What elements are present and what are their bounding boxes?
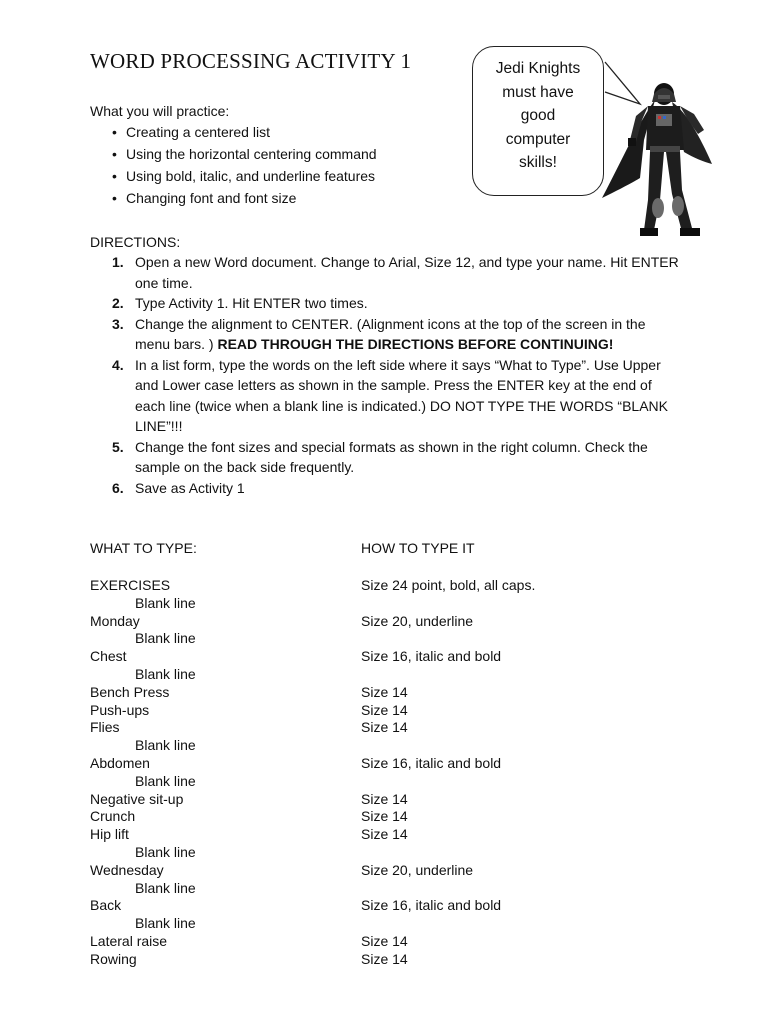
table-row xyxy=(90,702,690,720)
page-title: WORD PROCESSING ACTIVITY 1 xyxy=(90,49,412,73)
step-text: Type Activity 1. Hit ENTER two times. xyxy=(135,295,368,311)
speech-bubble xyxy=(472,46,604,196)
table-row xyxy=(90,595,690,613)
direction-step xyxy=(112,252,682,293)
how-to-type-cell: Size 14 xyxy=(361,701,408,718)
step-text: Change the font sizes and special formats as shown in the right column. Check the sample on the back side frequently. xyxy=(135,438,648,475)
speech-bubble-line: must have xyxy=(502,83,574,101)
how-to-type-cell: Size 14 xyxy=(361,719,408,736)
table-row xyxy=(90,577,690,595)
practice-heading: What you will practice: xyxy=(90,103,230,119)
blank-line-label: Blank line xyxy=(135,915,196,932)
table-row xyxy=(90,755,690,773)
step-number: 6. xyxy=(112,479,124,496)
what-to-type-cell: Rowing xyxy=(90,950,137,967)
table-row xyxy=(90,630,690,648)
practice-item: • Using bold, italic, and underline features xyxy=(112,166,377,188)
blank-line-label: Blank line xyxy=(135,737,196,754)
speech-bubble-line: computer xyxy=(505,130,571,148)
how-to-type-cell: Size 14 xyxy=(361,808,408,825)
what-to-type-cell: Chest xyxy=(90,648,127,665)
table-row xyxy=(90,808,690,826)
darth-vader-figure-icon xyxy=(600,80,720,245)
what-to-type-cell: Monday xyxy=(90,612,140,629)
what-to-type-header: WHAT TO TYPE: xyxy=(90,540,197,556)
speech-bubble-line: skills! xyxy=(519,154,557,171)
practice-item: • Changing font and font size xyxy=(112,188,377,210)
step-text: Change the alignment to CENTER. (Alignment icons at the top of the screen in the menu bars. ) xyxy=(135,315,646,352)
step-text: In a list form, type the words on the left side where it says “What to Type”. Use Upper and Lower case letters as shown in the sample. Press the ENTER key at the end of each line (twice when a blank line is indicated.) DO NOT TYPE THE WORDS “BLANK LINE”!!! xyxy=(135,356,668,434)
blank-line-label: Blank line xyxy=(135,844,196,860)
practice-item: • Using the horizontal centering command xyxy=(112,144,377,166)
step-number: 2. xyxy=(112,295,124,311)
step-number: 1. xyxy=(112,254,124,270)
how-to-type-cell: Size 14 xyxy=(361,933,408,949)
table-row xyxy=(90,737,690,755)
directions-heading: DIRECTIONS: xyxy=(90,234,181,250)
step-text: Open a new Word document. Change to Arial, Size 12, and type your name. Hit ENTER one time. xyxy=(135,254,679,291)
how-to-type-cell: Size 14 xyxy=(361,826,408,843)
table-row xyxy=(90,862,690,880)
direction-step xyxy=(112,478,682,499)
what-to-type-cell: Back xyxy=(90,897,122,914)
how-to-type-cell: Size 16, italic and bold xyxy=(361,755,502,771)
directions-list xyxy=(112,252,682,498)
blank-line-label: Blank line xyxy=(135,879,196,896)
how-to-type-cell: Size 24 point, bold, all caps. xyxy=(361,577,536,593)
practice-list xyxy=(112,122,377,210)
how-to-type-cell: Size 14 xyxy=(361,950,408,967)
step-number: 4. xyxy=(112,356,124,373)
what-to-type-cell: Abdomen xyxy=(90,755,150,771)
blank-line-label: Blank line xyxy=(135,594,196,611)
what-to-type-cell: Crunch xyxy=(90,808,136,825)
step-number: 5. xyxy=(112,438,124,455)
table-row xyxy=(90,915,690,933)
table-row xyxy=(90,826,690,844)
what-to-type-cell: Push-ups xyxy=(90,701,150,718)
table-row xyxy=(90,791,690,809)
how-to-type-cell: Size 16, italic and bold xyxy=(361,648,502,665)
direction-step xyxy=(112,293,682,314)
how-to-type-cell: Size 14 xyxy=(361,790,408,807)
direction-step xyxy=(112,437,682,478)
what-to-type-cell: Flies xyxy=(90,719,120,736)
what-to-type-cell: Negative sit-up xyxy=(90,790,184,807)
table-row xyxy=(90,666,690,684)
what-to-type-cell: Bench Press xyxy=(90,683,170,700)
how-to-type-cell: Size 20, underline xyxy=(361,612,474,629)
what-to-type-cell: EXERCISES xyxy=(90,577,171,593)
table-row xyxy=(90,684,690,702)
table-row xyxy=(90,719,690,737)
blank-line-label: Blank line xyxy=(135,772,196,789)
how-to-type-cell: Size 16, italic and bold xyxy=(361,897,502,914)
step-number: 3. xyxy=(112,315,124,332)
blank-line-label: Blank line xyxy=(135,666,196,682)
speech-bubble-line: good xyxy=(520,107,556,124)
table-row xyxy=(90,613,690,631)
table-row xyxy=(90,880,690,898)
table-row xyxy=(90,648,690,666)
table-row xyxy=(90,773,690,791)
table-row xyxy=(90,844,690,862)
direction-step xyxy=(112,314,682,355)
what-to-type-cell: Lateral raise xyxy=(90,933,168,949)
blank-line-label: Blank line xyxy=(135,630,196,647)
speech-bubble-line: Jedi Knights xyxy=(495,60,581,77)
how-to-type-cell: Size 14 xyxy=(361,683,408,700)
practice-item: • Creating a centered list xyxy=(112,122,377,144)
how-to-type-cell: Size 20, underline xyxy=(361,861,474,878)
what-to-type-cell: Hip lift xyxy=(90,826,129,843)
step-text: Save as Activity 1 xyxy=(135,479,245,496)
table-row xyxy=(90,897,690,915)
table-row xyxy=(90,951,690,969)
direction-step xyxy=(112,355,682,437)
step-emphasis: READ THROUGH THE DIRECTIONS BEFORE CONTINUING! xyxy=(217,336,614,352)
what-to-type-cell: Wednesday xyxy=(90,861,164,878)
how-to-type-header: HOW TO TYPE IT xyxy=(361,540,475,556)
table-row xyxy=(90,933,690,951)
